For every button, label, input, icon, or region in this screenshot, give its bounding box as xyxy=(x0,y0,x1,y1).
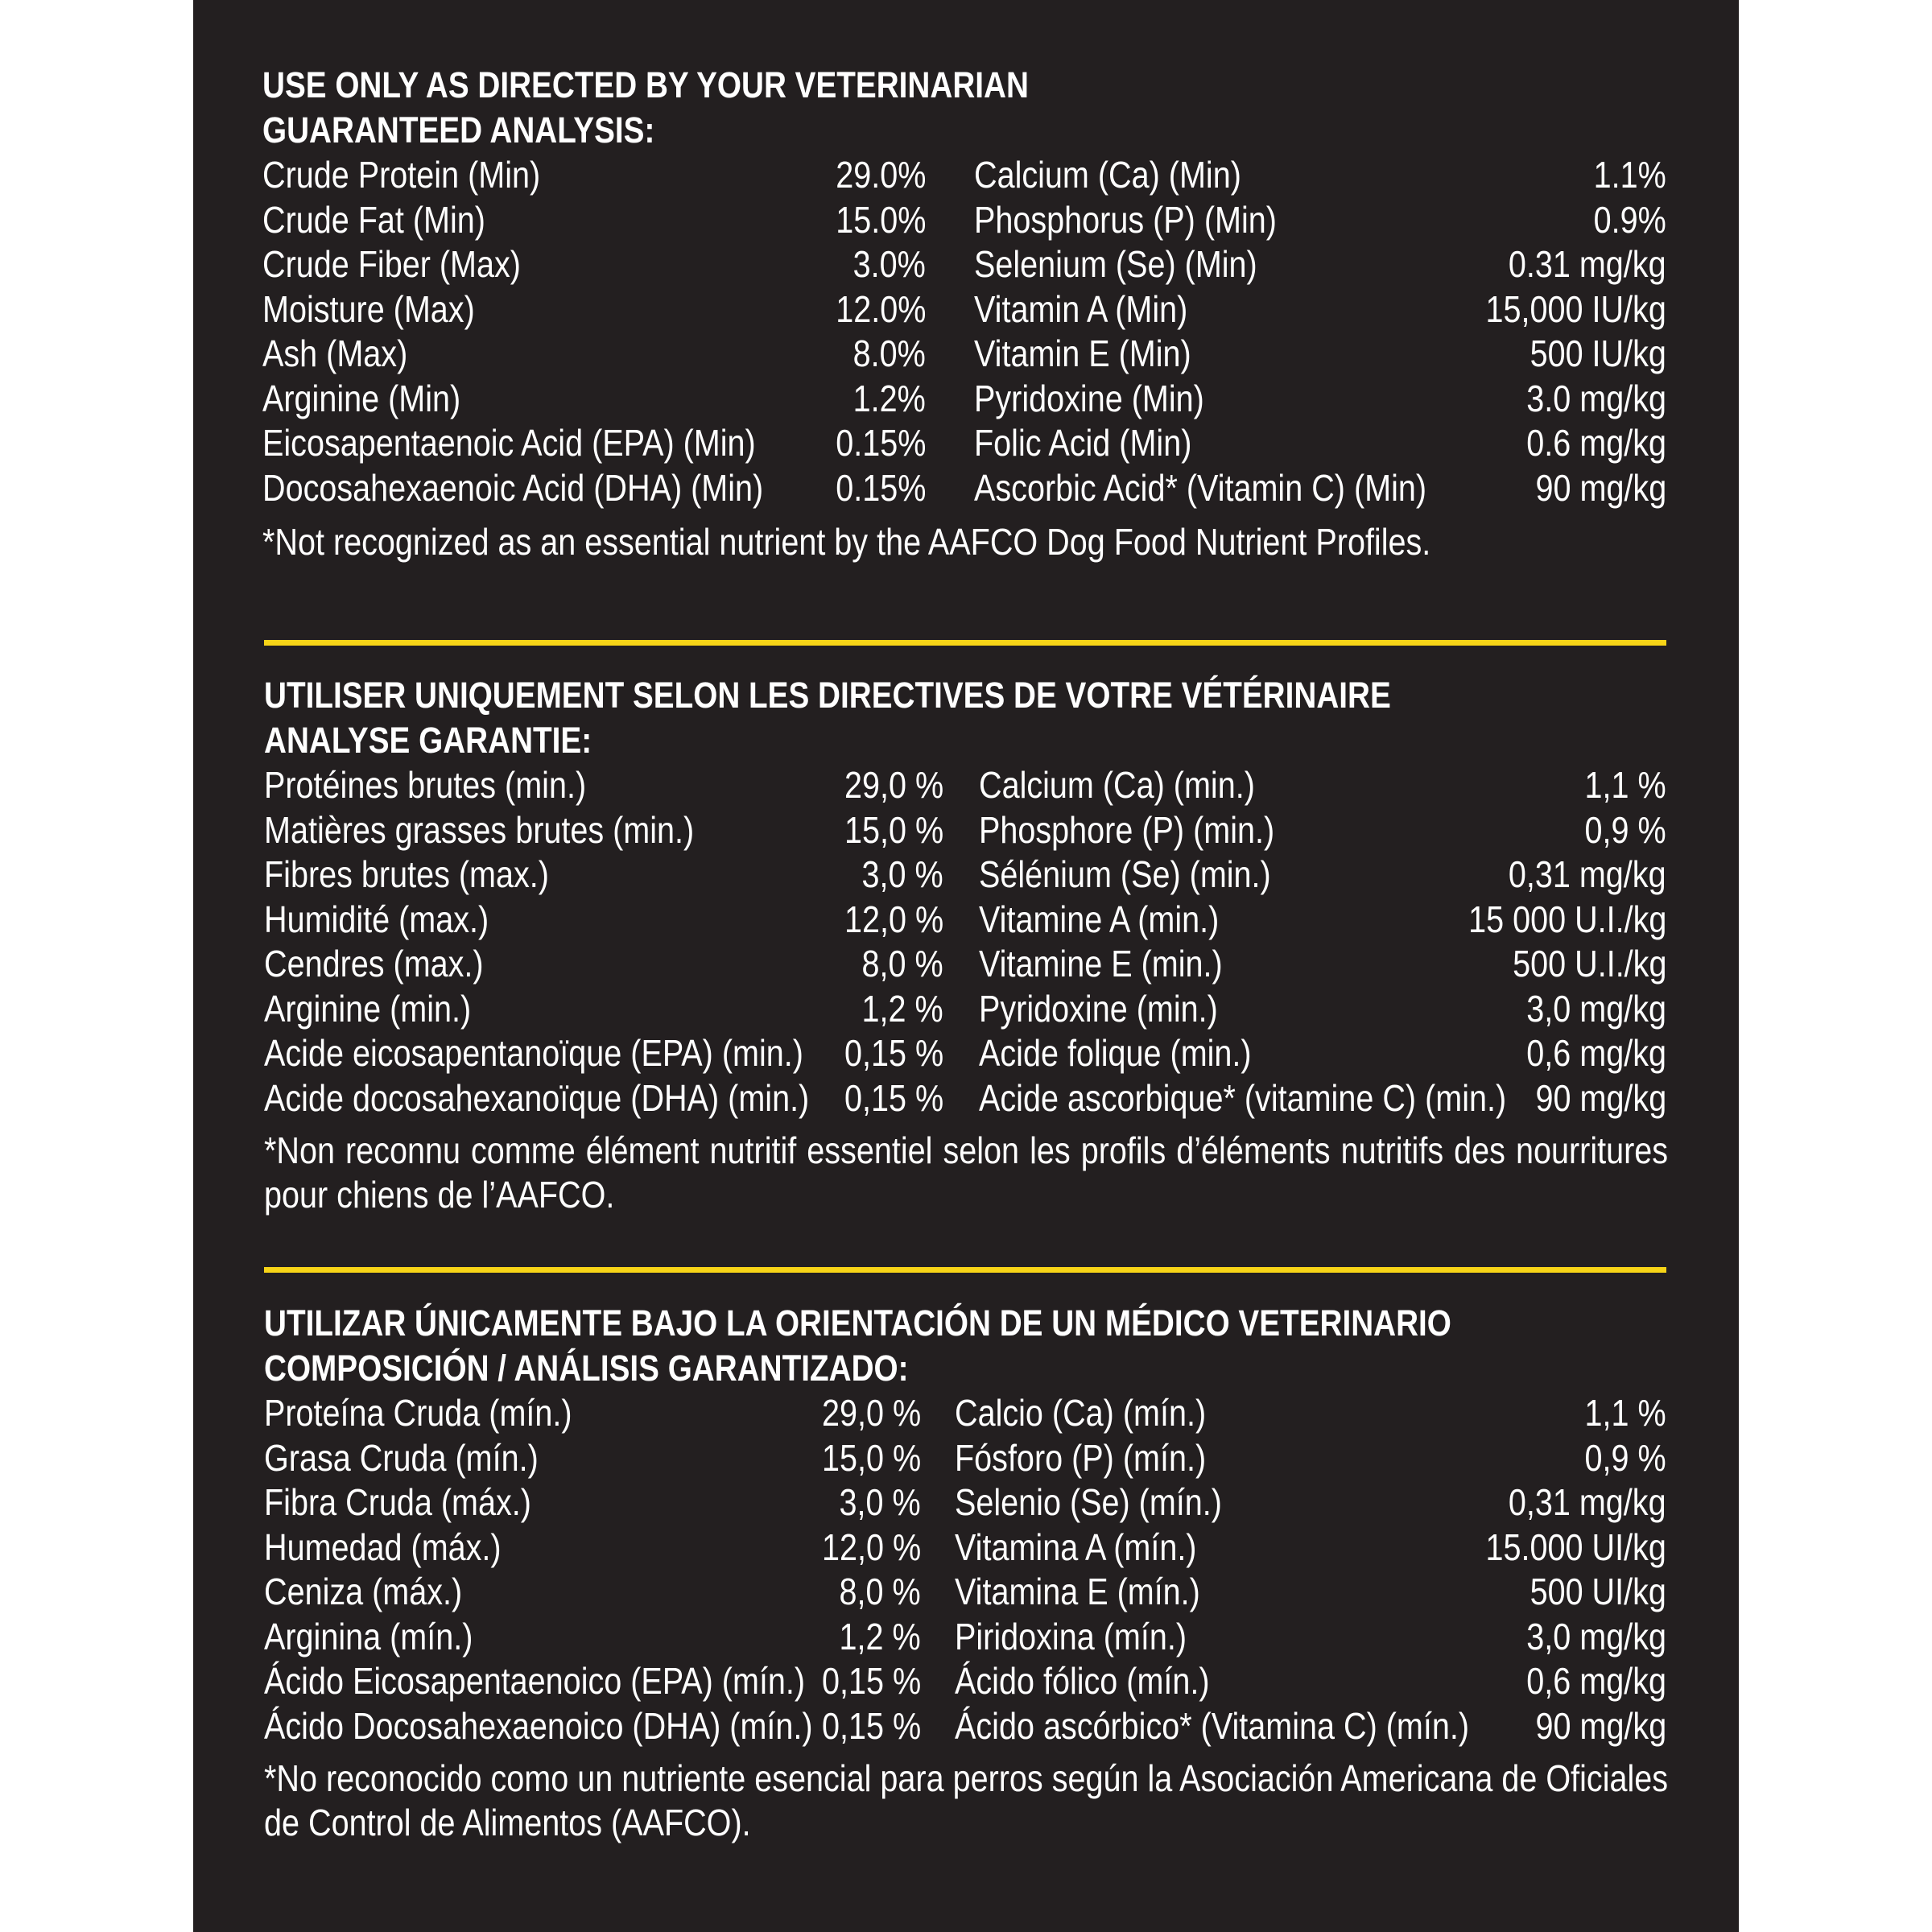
nutrient-label: Acide ascorbique* (vitamine C) (min.) xyxy=(979,1076,1507,1119)
nutrient-value: 12.0% xyxy=(835,287,926,330)
english-footnote: *Not recognized as an essential nutrient by the AAFCO Dog Food Nutrient Profiles. xyxy=(262,521,1431,563)
nutrient-label: Ceniza (máx.) xyxy=(264,1571,463,1612)
nutrient-row xyxy=(262,466,1666,511)
nutrient-label: Selenium (Se) (Min) xyxy=(974,243,1257,285)
nutrient-row xyxy=(264,1436,1668,1481)
english-directive: USE ONLY AS DIRECTED BY YOUR VETERINARIAN xyxy=(262,64,1029,105)
nutrient-label: Vitamin A (Min) xyxy=(974,287,1188,330)
nutrient-row xyxy=(264,1480,1668,1525)
nutrient-label: Ascorbic Acid* (Vitamin C) (Min) xyxy=(974,466,1427,509)
nutrient-value: 90 mg/kg xyxy=(1535,1704,1666,1747)
nutrient-value: 3.0 mg/kg xyxy=(1526,377,1666,419)
nutrient-label: Acide eicosapentanoïque (EPA) (min.) xyxy=(264,1032,803,1074)
nutrient-label: Arginine (Min) xyxy=(262,377,461,419)
nutrient-label: Moisture (Max) xyxy=(262,287,475,330)
nutrient-row xyxy=(262,242,1666,287)
nutrient-label: Fósforo (P) (mín.) xyxy=(955,1436,1207,1479)
nutrient-label: Pyridoxine (Min) xyxy=(974,377,1204,419)
nutrient-value: 12,0 % xyxy=(821,1525,921,1568)
nutrient-label: Calcium (Ca) (min.) xyxy=(979,764,1255,806)
nutrient-value: 0.9% xyxy=(1593,198,1666,241)
nutrient-value: 3,0 mg/kg xyxy=(1526,987,1666,1030)
nutrient-row xyxy=(264,1704,1668,1749)
nutrient-row xyxy=(264,1391,1668,1436)
nutrient-label: Folic Acid (Min) xyxy=(974,422,1192,464)
nutrient-label: Ácido Eicosapentaenoico (EPA) (mín.) xyxy=(264,1660,806,1702)
nutrient-row xyxy=(264,1615,1668,1660)
nutrient-label: Arginina (mín.) xyxy=(264,1615,473,1657)
nutrient-row xyxy=(264,987,1668,1032)
nutrient-value: 500 IU/kg xyxy=(1530,332,1666,374)
nutrient-value: 500 U.I./kg xyxy=(1512,943,1666,985)
nutrient-row xyxy=(264,763,1668,808)
nutrient-value: 0.31 mg/kg xyxy=(1509,243,1666,285)
nutrient-value: 0,15 % xyxy=(844,1076,943,1119)
nutrient-label: Vitamine A (min.) xyxy=(979,898,1220,940)
nutrient-label: Acide docosahexanoïque (DHA) (min.) xyxy=(264,1076,810,1119)
spanish-section xyxy=(264,1301,1668,1845)
nutrient-label: Piridoxina (mín.) xyxy=(955,1615,1187,1657)
nutrient-label: Crude Fat (Min) xyxy=(262,198,485,241)
nutrient-label: Vitamina E (mín.) xyxy=(955,1571,1200,1612)
nutrient-label: Acide folique (min.) xyxy=(979,1032,1252,1074)
nutrient-label: Humidité (max.) xyxy=(264,898,489,940)
nutrient-value: 1,2 % xyxy=(861,987,943,1030)
nutrient-row xyxy=(262,421,1666,466)
nutrient-row xyxy=(264,1659,1668,1704)
nutrient-value: 0,15 % xyxy=(844,1032,943,1074)
nutrient-row xyxy=(262,377,1666,422)
french-footnote: *Non reconnu comme élément nutritif essentiel selon les profils d’éléments nutritifs des nourritures pour chiens de l’AAFCO. xyxy=(264,1129,1669,1216)
nutrient-label: Fibres brutes (max.) xyxy=(264,853,549,895)
nutrient-value: 15.0% xyxy=(835,198,926,241)
nutrient-label: Fibra Cruda (máx.) xyxy=(264,1481,531,1523)
nutrient-value: 0,31 mg/kg xyxy=(1509,1481,1666,1523)
spanish-directive: UTILIZAR ÚNICAMENTE BAJO LA ORIENTACIÓN DE UN MÉDICO VETERINARIO xyxy=(264,1302,1451,1344)
nutrient-row xyxy=(262,332,1666,377)
english-rows xyxy=(262,153,1666,510)
nutrient-row xyxy=(264,1525,1668,1571)
nutrient-label: Protéines brutes (min.) xyxy=(264,764,587,806)
divider-2 xyxy=(264,1267,1666,1273)
nutrient-value: 15.000 UI/kg xyxy=(1485,1525,1666,1568)
nutrient-label: Ácido Docosahexaenoico (DHA) (mín.) xyxy=(264,1704,813,1747)
nutrient-label: Docosahexaenoic Acid (DHA) (Min) xyxy=(262,466,764,509)
nutrient-label: Ácido ascórbico* (Vitamina C) (mín.) xyxy=(955,1704,1470,1747)
french-section xyxy=(264,673,1668,1217)
nutrient-label: Phosphore (P) (min.) xyxy=(979,808,1275,851)
nutrient-label: Calcium (Ca) (Min) xyxy=(974,154,1241,196)
nutrient-value: 29,0 % xyxy=(821,1392,921,1434)
nutrient-value: 0,9 % xyxy=(1584,808,1666,851)
french-rows xyxy=(264,763,1668,1121)
nutrient-row xyxy=(264,1570,1668,1615)
nutrient-row xyxy=(262,287,1666,332)
spanish-footnote: *No reconocido como un nutriente esencial para perros según la Asociación Americana de Oficiales de Control de Alimentos (AAFCO). xyxy=(264,1757,1669,1843)
spanish-rows xyxy=(264,1391,1668,1748)
nutrient-row xyxy=(262,153,1666,198)
nutrient-row xyxy=(264,898,1668,943)
english-section xyxy=(262,63,1666,564)
english-title: GUARANTEED ANALYSIS: xyxy=(262,109,655,151)
nutrient-label: Calcio (Ca) (mín.) xyxy=(955,1392,1207,1434)
nutrient-label: Vitamin E (Min) xyxy=(974,332,1191,374)
nutrient-value: 0,6 mg/kg xyxy=(1526,1660,1666,1702)
nutrient-value: 29,0 % xyxy=(844,764,943,806)
nutrient-value: 1,1 % xyxy=(1584,1392,1666,1434)
nutrient-label: Humedad (máx.) xyxy=(264,1525,502,1568)
nutrient-row xyxy=(264,1076,1668,1121)
nutrient-value: 8,0 % xyxy=(839,1571,921,1612)
nutrient-value: 0,15 % xyxy=(821,1704,921,1747)
nutrient-value: 0.15% xyxy=(835,422,926,464)
nutrient-label: Crude Fiber (Max) xyxy=(262,243,521,285)
label-panel xyxy=(193,0,1739,1932)
nutrient-value: 500 UI/kg xyxy=(1530,1571,1666,1612)
nutrient-row xyxy=(264,808,1668,853)
nutrient-value: 90 mg/kg xyxy=(1535,466,1666,509)
nutrient-value: 0,6 mg/kg xyxy=(1526,1032,1666,1074)
nutrient-value: 3,0 % xyxy=(839,1481,921,1523)
nutrient-row xyxy=(262,198,1666,243)
nutrient-value: 3,0 % xyxy=(861,853,943,895)
nutrient-row xyxy=(264,1031,1668,1076)
nutrient-value: 12,0 % xyxy=(844,898,943,940)
nutrient-value: 8,0 % xyxy=(861,943,943,985)
nutrient-label: Matières grasses brutes (min.) xyxy=(264,808,695,851)
nutrient-label: Sélénium (Se) (min.) xyxy=(979,853,1271,895)
nutrient-label: Crude Protein (Min) xyxy=(262,154,541,196)
nutrient-value: 15 000 U.I./kg xyxy=(1468,898,1666,940)
nutrient-label: Vitamina A (mín.) xyxy=(955,1525,1197,1568)
nutrient-value: 0,9 % xyxy=(1584,1436,1666,1479)
nutrient-row xyxy=(264,942,1668,987)
nutrient-label: Eicosapentaenoic Acid (EPA) (Min) xyxy=(262,422,756,464)
nutrient-value: 3.0% xyxy=(852,243,926,285)
nutrient-label: Selenio (Se) (mín.) xyxy=(955,1481,1222,1523)
nutrient-value: 15,0 % xyxy=(844,808,943,851)
nutrient-label: Arginine (min.) xyxy=(264,987,472,1030)
nutrient-label: Proteína Cruda (mín.) xyxy=(264,1392,572,1434)
french-directive: UTILISER UNIQUEMENT SELON LES DIRECTIVES DE VOTRE VÉTÉRINAIRE xyxy=(264,675,1391,716)
spanish-title: COMPOSICIÓN / ANÁLISIS GARANTIZADO: xyxy=(264,1348,909,1389)
french-title: ANALYSE GARANTIE: xyxy=(264,720,592,761)
nutrient-value: 1,2 % xyxy=(839,1615,921,1657)
nutrient-label: Ash (Max) xyxy=(262,332,408,374)
nutrient-row xyxy=(264,852,1668,898)
nutrient-value: 8.0% xyxy=(852,332,926,374)
divider-1 xyxy=(264,640,1666,646)
nutrient-value: 0.6 mg/kg xyxy=(1526,422,1666,464)
nutrient-value: 29.0% xyxy=(835,154,926,196)
nutrient-value: 0.15% xyxy=(835,466,926,509)
nutrient-label: Vitamine E (min.) xyxy=(979,943,1223,985)
nutrient-label: Pyridoxine (min.) xyxy=(979,987,1218,1030)
nutrient-value: 15,000 IU/kg xyxy=(1485,287,1666,330)
nutrient-label: Cendres (max.) xyxy=(264,943,484,985)
nutrient-label: Phosphorus (P) (Min) xyxy=(974,198,1277,241)
nutrient-value: 3,0 mg/kg xyxy=(1526,1615,1666,1657)
nutrient-value: 1.2% xyxy=(852,377,926,419)
nutrient-value: 1,1 % xyxy=(1584,764,1666,806)
nutrient-label: Ácido fólico (mín.) xyxy=(955,1660,1210,1702)
nutrient-value: 90 mg/kg xyxy=(1535,1076,1666,1119)
nutrient-value: 1.1% xyxy=(1593,154,1666,196)
nutrient-label: Grasa Cruda (mín.) xyxy=(264,1436,539,1479)
nutrient-value: 0,15 % xyxy=(821,1660,921,1702)
nutrient-value: 0,31 mg/kg xyxy=(1509,853,1666,895)
nutrient-value: 15,0 % xyxy=(821,1436,921,1479)
